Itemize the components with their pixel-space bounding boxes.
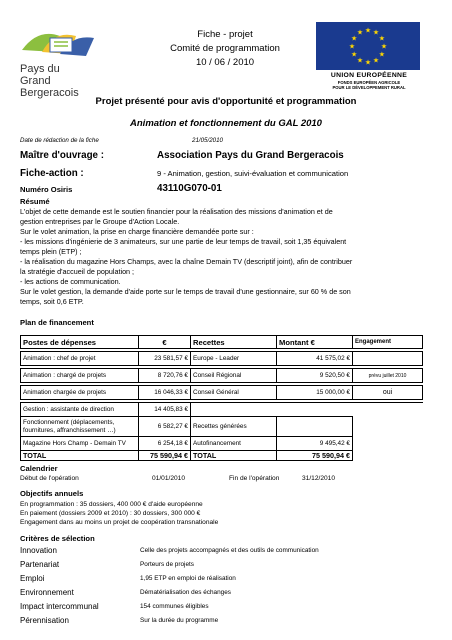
cell-recette: Recettes générées — [191, 417, 277, 437]
critere-row — [20, 546, 440, 558]
cell-engagement — [353, 352, 423, 366]
objectif-item: En paiement (dossiers 2009 et 2010) : 30 dossiers, 300 000 € — [20, 510, 201, 517]
pays-logo-mark-icon — [20, 28, 100, 58]
resume-line: Sur le volet animation, la prise en charge financière demandée porte sur : — [20, 227, 254, 236]
table-row — [21, 369, 423, 383]
eu-star-icon: ★ — [380, 43, 388, 51]
eu-star-icon: ★ — [364, 59, 372, 67]
table-row — [21, 386, 423, 400]
pays-logo-line2: Grand Bergeracois — [20, 75, 79, 99]
critere-value: Dématérialisation des échanges — [140, 589, 231, 596]
eu-star-icon: ★ — [378, 35, 385, 43]
eu-logo — [310, 22, 428, 94]
action-value: 9 - Animation, gestion, suivi-évaluation et communication — [157, 169, 349, 178]
resume-label: Résumé — [20, 197, 50, 206]
resume-line: gestion entreprises par le Groupe d'Action Locale. — [20, 217, 180, 226]
cell-depense: 14 405,83 € — [139, 403, 191, 417]
eu-star-icon: ★ — [372, 29, 380, 37]
cell-montant — [277, 417, 353, 437]
pays-logo-line1: Pays du — [20, 63, 60, 75]
maitre-label: Maître d'ouvrage : — [20, 150, 104, 161]
cell-poste: Magazine Hors Champ - Demain TV — [21, 437, 139, 451]
project-title: Animation et fonctionnement du GAL 2010 — [130, 118, 322, 129]
resume-line: temps, soit 0,6 ETP. — [20, 297, 84, 306]
critere-row — [20, 602, 440, 614]
eu-star-icon: ★ — [356, 29, 364, 37]
maitre-value: Association Pays du Grand Bergeracois — [157, 150, 344, 161]
critere-value: 154 communes éligibles — [140, 603, 209, 610]
osiris-value: 43110G070-01 — [157, 183, 222, 194]
committee-date: 10 / 06 / 2010 — [195, 57, 255, 68]
redaction-date: 21/05/2010 — [192, 137, 223, 144]
eu-flag-icon — [316, 22, 420, 70]
redaction-label: Date de rédaction de la fiche — [20, 137, 99, 144]
osiris-label: Numéro Osiris — [20, 185, 73, 194]
critere-row — [20, 588, 440, 600]
table-row — [21, 437, 423, 451]
debut-label: Début de l'opération — [20, 475, 79, 482]
cell-montant: 9 520,50 € — [277, 369, 353, 383]
eu-star-icon: ★ — [364, 27, 372, 35]
cell-depense: 23 581,57 € — [139, 352, 191, 366]
critere-value: Sur la durée du programme — [140, 617, 219, 624]
cell-poste: Animation : chef de projet — [21, 352, 139, 366]
resume-line: la stratégie d'accueil de population ; — [20, 267, 135, 276]
header-euro: € — [139, 336, 191, 349]
resume-line: - la réalisation du magazine Hors Champs, avec la chaîne Demain TV (descriptif joint), afin de contribuer — [20, 257, 353, 266]
header-montant: Montant € — [277, 336, 353, 349]
cell-depense: 6 254,18 € — [139, 437, 191, 451]
pays-logo — [20, 28, 100, 99]
cell-poste: Gestion : assistante de direction — [21, 403, 139, 417]
critere-value: Porteurs de projets — [140, 561, 194, 568]
cell-montant: 15 000,00 € — [277, 386, 353, 400]
plan-label: Plan de financement — [20, 318, 94, 327]
critere-value: 1,95 ETP en emploi de réalisation — [140, 575, 236, 582]
cell-engagement — [353, 437, 423, 451]
criteres-label: Critères de sélection — [20, 534, 95, 543]
cell-depense: 6 582,27 € — [139, 417, 191, 437]
cell-montant — [277, 403, 353, 417]
cell-poste: Animation chargée de projets — [21, 386, 139, 400]
header-info — [130, 28, 320, 70]
cell-poste: Fonctionnement (déplacements, fournitures, affranchissement …) — [21, 417, 139, 437]
eu-star-icon: ★ — [351, 35, 358, 43]
cell-engagement: oui — [353, 386, 423, 400]
cell-recette: Conseil Général — [191, 386, 277, 400]
resume-line: - les missions d'ingénierie de 3 animateurs, sur une partie de leur temps de travail, soit 1,35 équivalent — [20, 237, 347, 246]
total-montant: 75 590,94 € — [277, 451, 353, 461]
table-row — [21, 352, 423, 366]
critere-row — [20, 574, 440, 586]
objectif-item: En programmation : 35 dossiers, 400 000 € d'aide européenne — [20, 501, 203, 508]
action-label: Fiche-action : — [20, 168, 84, 179]
cell-montant: 41 575,02 € — [277, 352, 353, 366]
total-recette-label: TOTAL — [191, 451, 277, 461]
cell-engagement: prévu juillet 2010 — [353, 369, 423, 383]
resume-line: - les actions de communication. — [20, 277, 121, 286]
cell-montant: 9 495,42 € — [277, 437, 353, 451]
critere-name: Emploi — [20, 574, 45, 583]
critere-name: Partenariat — [20, 560, 60, 569]
critere-row — [20, 616, 440, 628]
objectifs-label: Objectifs annuels — [20, 489, 84, 498]
total-label: TOTAL — [21, 451, 139, 461]
total-depense: 75 590,94 € — [139, 451, 191, 461]
critere-name: Impact intercommunal — [20, 602, 99, 611]
doc-type: Fiche - projet — [197, 29, 253, 40]
financing-table — [20, 335, 423, 461]
header-postes: Postes de dépenses — [21, 336, 139, 349]
eu-star-icon: ★ — [372, 57, 380, 65]
cell-recette — [191, 403, 277, 417]
eu-star-icon: ★ — [348, 43, 356, 51]
cell-recette: Conseil Régional — [191, 369, 277, 383]
eu-label: UNION EUROPÉENNE — [330, 72, 408, 79]
resume-text — [20, 207, 445, 307]
header-recettes: Recettes — [191, 336, 277, 349]
critere-name: Innovation — [20, 546, 57, 555]
header-engagement: Engagement — [353, 336, 423, 349]
table-header-row — [21, 336, 423, 349]
table-row — [21, 403, 423, 417]
objectifs-list — [20, 500, 218, 527]
eu-star-icon: ★ — [351, 51, 358, 59]
fin-date: 31/12/2010 — [302, 475, 336, 482]
fin-label: Fin de l'opération — [229, 475, 280, 482]
debut-date: 01/01/2010 — [152, 475, 186, 482]
resume-line: temps plein (ETP) ; — [20, 247, 82, 256]
critere-row — [20, 560, 440, 572]
critere-name: Pérennisation — [20, 616, 69, 625]
cell-recette: Europe - Leader — [191, 352, 277, 366]
objectif-item: Engagement dans au moins un projet de coopération transnationale — [20, 519, 219, 526]
critere-name: Environnement — [20, 588, 74, 597]
table-total-row — [21, 451, 423, 461]
committee: Comité de programmation — [170, 43, 280, 54]
cell-recette: Autofinancement — [191, 437, 277, 451]
eu-fund-label: FONDS EUROPÉEN AGRICOLE POUR LE DÉVELOPPEMENT RURAL — [332, 80, 406, 90]
resume-line: L'objet de cette demande est le soutien financier pour la réalisation des missions d'animation et de — [20, 207, 333, 216]
eu-star-icon: ★ — [378, 51, 385, 59]
page-title: Projet présenté pour avis d'opportunité et programmation — [95, 96, 357, 107]
cell-engagement — [353, 417, 423, 437]
cell-engagement — [353, 403, 423, 417]
eu-star-icon: ★ — [356, 57, 364, 65]
cell-poste: Animation : chargé de projets — [21, 369, 139, 383]
table-row — [21, 417, 423, 437]
cell-depense: 16 046,33 € — [139, 386, 191, 400]
critere-value: Celle des projets accompagnés et des outils de communication — [140, 547, 319, 554]
cell-depense: 8 720,76 € — [139, 369, 191, 383]
resume-line: Sur le volet gestion, la demande d'aide porte sur le temps de travail d'une gestionnaire, sur 60 % de son — [20, 287, 351, 296]
calendrier-label: Calendrier — [20, 464, 58, 473]
